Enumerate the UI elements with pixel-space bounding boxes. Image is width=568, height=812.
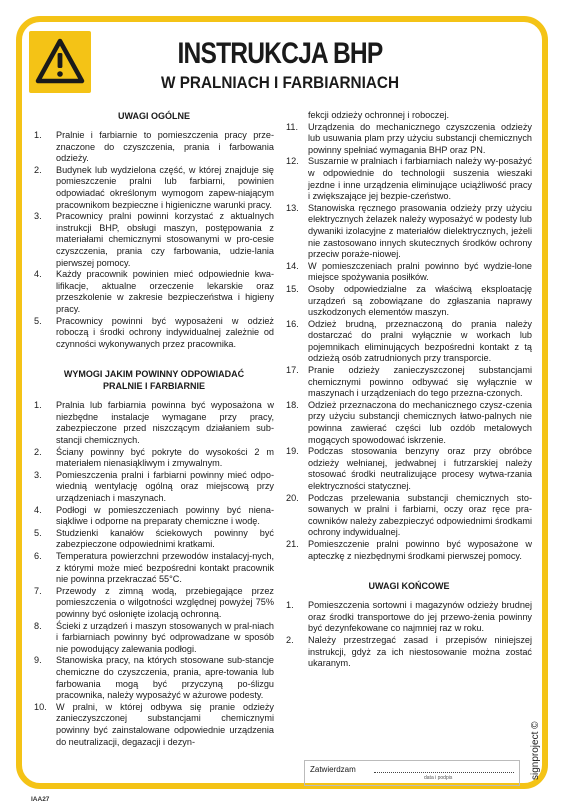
item-text: Odzież przeznaczona do mechanicznego czysz-czenia przy użyciu substancji chemicznych łatwo-palnych nie powinna zawierać części lub ozdób metalowych mogących spowodować iskrzenie.	[308, 399, 532, 445]
item-number: 20.	[286, 492, 299, 503]
item-number: 11.	[286, 121, 299, 132]
list-item	[34, 165, 274, 211]
item-number: 5.	[34, 527, 42, 538]
item-text: Należy przestrzegać zasad i przepisów niniejszej instrukcji, gdyż za ich niestosowanie można zostać ukaranym.	[308, 634, 532, 669]
item-text: Pralnie i farbiarnie to pomieszczenia pracy prze-znaczone do czyszczenia, prania i farbowania odzieży.	[56, 130, 274, 164]
item-text: Pralnia lub farbiarnia powinna być wyposażona w niezbędne instalacje wymagane przy pracy, zabezpieczone przed niszczącym działaniem sub-stancji chemicznych.	[56, 400, 274, 446]
list-item	[34, 621, 274, 656]
item-number: 21.	[286, 538, 299, 549]
list-item	[34, 211, 274, 269]
item-text: Pracownicy pralni powinni korzystać z aktualnych instrukcji BHP, obsługi maszyn, postępowania z materiałami chemicznymi stosowanymi w pro-cesie czyszczenia, prania czy farbowania, udzie-lania pierwszej pomocy.	[56, 211, 274, 268]
item-number: 6.	[34, 551, 42, 561]
item-number: 4.	[34, 504, 42, 515]
list-item	[34, 447, 274, 470]
list-item	[286, 635, 532, 670]
item-number: 1.	[286, 600, 294, 611]
item-text: W pomieszczeniach pralni powinno być wydzie-lone miejsce spożywania posiłków.	[308, 260, 532, 283]
item-text: Ściany powinny być pokryte do wysokości 2 m materiałem nienasiąkliwym i zmywalnym.	[56, 446, 274, 469]
warning-triangle-icon	[35, 37, 85, 85]
list-item	[286, 156, 532, 202]
item-number: 18.	[286, 399, 299, 410]
signature-sublabel: data i podpis	[424, 775, 453, 781]
list-item	[34, 586, 274, 621]
item-text: Podłogi w pomieszczeniach powinny być niena-siąkliwe i odporne na preparaty chemiczne i wodę.	[56, 504, 274, 527]
item-text: Pomieszczenie pralni powinno być wyposażone w apteczkę z niezbędnymi środkami pierwszej pomocy.	[308, 538, 532, 561]
item-number: 5.	[34, 315, 42, 326]
item-number: 1.	[34, 400, 42, 411]
list-item	[34, 551, 274, 586]
item-text: Odzież brudną, przeznaczoną do prania należy dostarczać do pralni wyłącznie w workach lub pojemnikach eliminujących bezpośredni kontakt z tą odzieżą osób zatrudnionych przy transporcie.	[308, 318, 532, 364]
item-text: Urządzenia do mechanicznego czyszczenia odzieży lub usuwania plam przy użyciu substancji chemicznych powinny spełniać wymagania BHP oraz PN.	[308, 121, 532, 155]
item-number: 19.	[286, 446, 299, 457]
signature-line	[374, 772, 514, 773]
item-number: 1.	[34, 130, 42, 140]
section-heading-general: UWAGI OGÓLNE	[118, 111, 190, 121]
item-number: 9.	[34, 655, 42, 666]
list-item	[34, 528, 274, 551]
item-text: Przewody z zimną wodą, przebiegające przez pomieszczenia o wilgotności względnej powyżej 75% powinny być osłonięte izolacją ochronną.	[56, 585, 274, 619]
item-number: 14.	[286, 260, 299, 271]
item-number: 13.	[286, 202, 299, 213]
right-column	[286, 110, 532, 670]
list-item	[286, 493, 532, 539]
item-text: Stanowiska pracy, na których stosowane sub-stancje chemiczne do czyszczenia, prania, apre-towania lub farbowania mogą być przyczyną po-ślizgu pracownika, należy wyposażyć w ażurowe podesty.	[56, 655, 274, 701]
item-text: Pranie odzieży zanieczyszczonej substancjami chemicznymi powinno odbywać się wyłącznie w maszynach i urządzeniach do tego przezna-czonych.	[308, 365, 532, 399]
item-text: Temperatura powierzchni przewodów instalacyj-nych, z którymi może mieć bezpośredni kontakt pracownik nie powinna przekraczać 55°C.	[56, 551, 274, 585]
item-number: 3.	[34, 211, 42, 222]
product-code: IAA27	[31, 796, 50, 803]
list-item	[286, 539, 532, 562]
list-item	[34, 702, 274, 748]
item-10-continuation: fekcji odzieży ochronnej i roboczej.	[308, 110, 450, 120]
item-text: Podczas stosowania benzyny oraz przy obróbce odzieży wełnianej, jedwabnej i futrzarskiej należy stosować środki neutralizujące procesy wytwa-rzania elektryczności statycznej.	[308, 446, 532, 491]
page-subtitle: W PRALNIACH I FARBIARNIACH	[161, 73, 399, 92]
list-item	[34, 316, 274, 351]
list-item	[286, 261, 532, 284]
item-text: W pralni, w której odbywa się pranie odzieży zanieczyszczonej substancjami chemicznymi powinny być zainstalowane odpowiednie urządzenia do neutralizacji, degazacji i dezyn-	[56, 701, 274, 747]
list-item	[34, 130, 274, 165]
brand-mark: signproject ©	[530, 721, 541, 780]
list-item	[286, 203, 532, 261]
item-text: Budynek lub wydzielona część, w której znajduje się pomieszczenie pralni lub farbiarni, powinien odpowiadać określonym wymogom zapew-niającym pracownikom bezpieczne i higieniczne warunki pracy.	[56, 164, 274, 210]
requirements-list	[34, 400, 274, 748]
item-number: 16.	[286, 318, 299, 329]
final-notes-list	[286, 600, 532, 670]
page-title: INSTRUKCJA BHP	[177, 37, 383, 70]
list-item	[34, 400, 274, 446]
item-text: Pracownicy powinni być wyposażeni w odzież roboczą i środki ochrony indywidualnej zależnie od czynności wykonywanych przez pracownika.	[56, 315, 274, 349]
item-number: 2.	[34, 446, 42, 457]
approval-label: Zatwierdzam	[310, 765, 356, 774]
item-text: Każdy pracownik powinien mieć odpowiednie kwa-lifikacje, aktualne orzeczenie lekarskie oraz przeszkolenie w zakresie bezpieczeństwa i higieny pracy.	[56, 269, 274, 314]
item-text: Studzienki kanałów ściekowych powinny być zabezpieczone odpowiednimi kratkami.	[56, 527, 274, 550]
list-item	[286, 365, 532, 400]
item-text: Podczas przelewania substancji chemicznych sto-sowanych w pralni i farbiarni, oczy oraz ręce pra-cowników należy zabezpieczyć odpowiednimi środkami ochrony indywidualnej.	[308, 492, 532, 538]
list-item	[286, 400, 532, 446]
item-number: 4.	[34, 269, 42, 280]
item-number: 17.	[286, 365, 299, 376]
item-number: 15.	[286, 283, 299, 294]
list-item	[286, 600, 532, 635]
item-number: 8.	[34, 620, 42, 631]
list-item	[286, 446, 532, 492]
general-notes-list	[34, 130, 274, 350]
item-text: Osoby odpowiedzialne za właściwą eksploatację urządzeń są zobowiązane do zgłaszania naprawy uszkodzonych elementów maszyn.	[308, 283, 532, 318]
list-item	[286, 122, 532, 157]
item-text: Pomieszczenia sortowni i magazynów odzieży brudnej oraz środki transportowe do jej przewo-żenia powinny być dezynfekowane co najmniej raz w roku.	[308, 600, 532, 634]
item-number: 2.	[34, 164, 42, 175]
item-text: Suszarnie w pralniach i farbiarniach należy wy-posażyć w odpowiednie do technologii suszenia wieszaki jezdne i inne urządzenia eliminujące uciążliwość pracy i zwiększające jej bezpie-czeństwo.	[308, 156, 532, 202]
section-heading-requirements-1: WYMOGI JAKIM POWINNY ODPOWIADAĆ	[63, 369, 245, 380]
warning-sign	[29, 31, 91, 93]
item-number: 12.	[286, 156, 299, 167]
list-item	[286, 284, 532, 319]
item-number: 2.	[286, 634, 294, 645]
list-item	[34, 470, 274, 505]
item-number: 10.	[34, 701, 47, 712]
list-item	[34, 269, 274, 315]
approval-signature-box	[304, 760, 520, 786]
item-number: 3.	[34, 469, 42, 480]
section-heading-final: UWAGI KOŃCOWE	[368, 581, 450, 592]
section-heading-requirements-2: PRALNIE I FARBIARNIE	[102, 381, 205, 392]
left-column	[34, 110, 274, 748]
requirements-list-continued	[286, 122, 532, 563]
list-item	[34, 505, 274, 528]
list-item	[34, 655, 274, 701]
item-number: 7.	[34, 585, 42, 596]
item-text: Pomieszczenia pralni i farbiarni powinny mieć odpo-wiednią wentylację ogólną oraz miejscową przy urządzeniach i maszynach.	[56, 469, 274, 504]
item-text: Ścieki z urządzeń i maszyn stosowanych w pral-niach i farbiarniach powinny być odprowadzane w sposób nie powodujący zalewania podłogi.	[56, 620, 274, 654]
list-item	[286, 319, 532, 365]
item-text: Stanowiska ręcznego prasowania odzieży przy użyciu elektrycznych żelazek należy wyposażyć w podesty lub dywaniki izolacyjne z materiałów dielektrycznych, jeżeli nie zastosowano innych skutecznych środków ochrony przeciw poraże-niowej.	[308, 202, 532, 260]
